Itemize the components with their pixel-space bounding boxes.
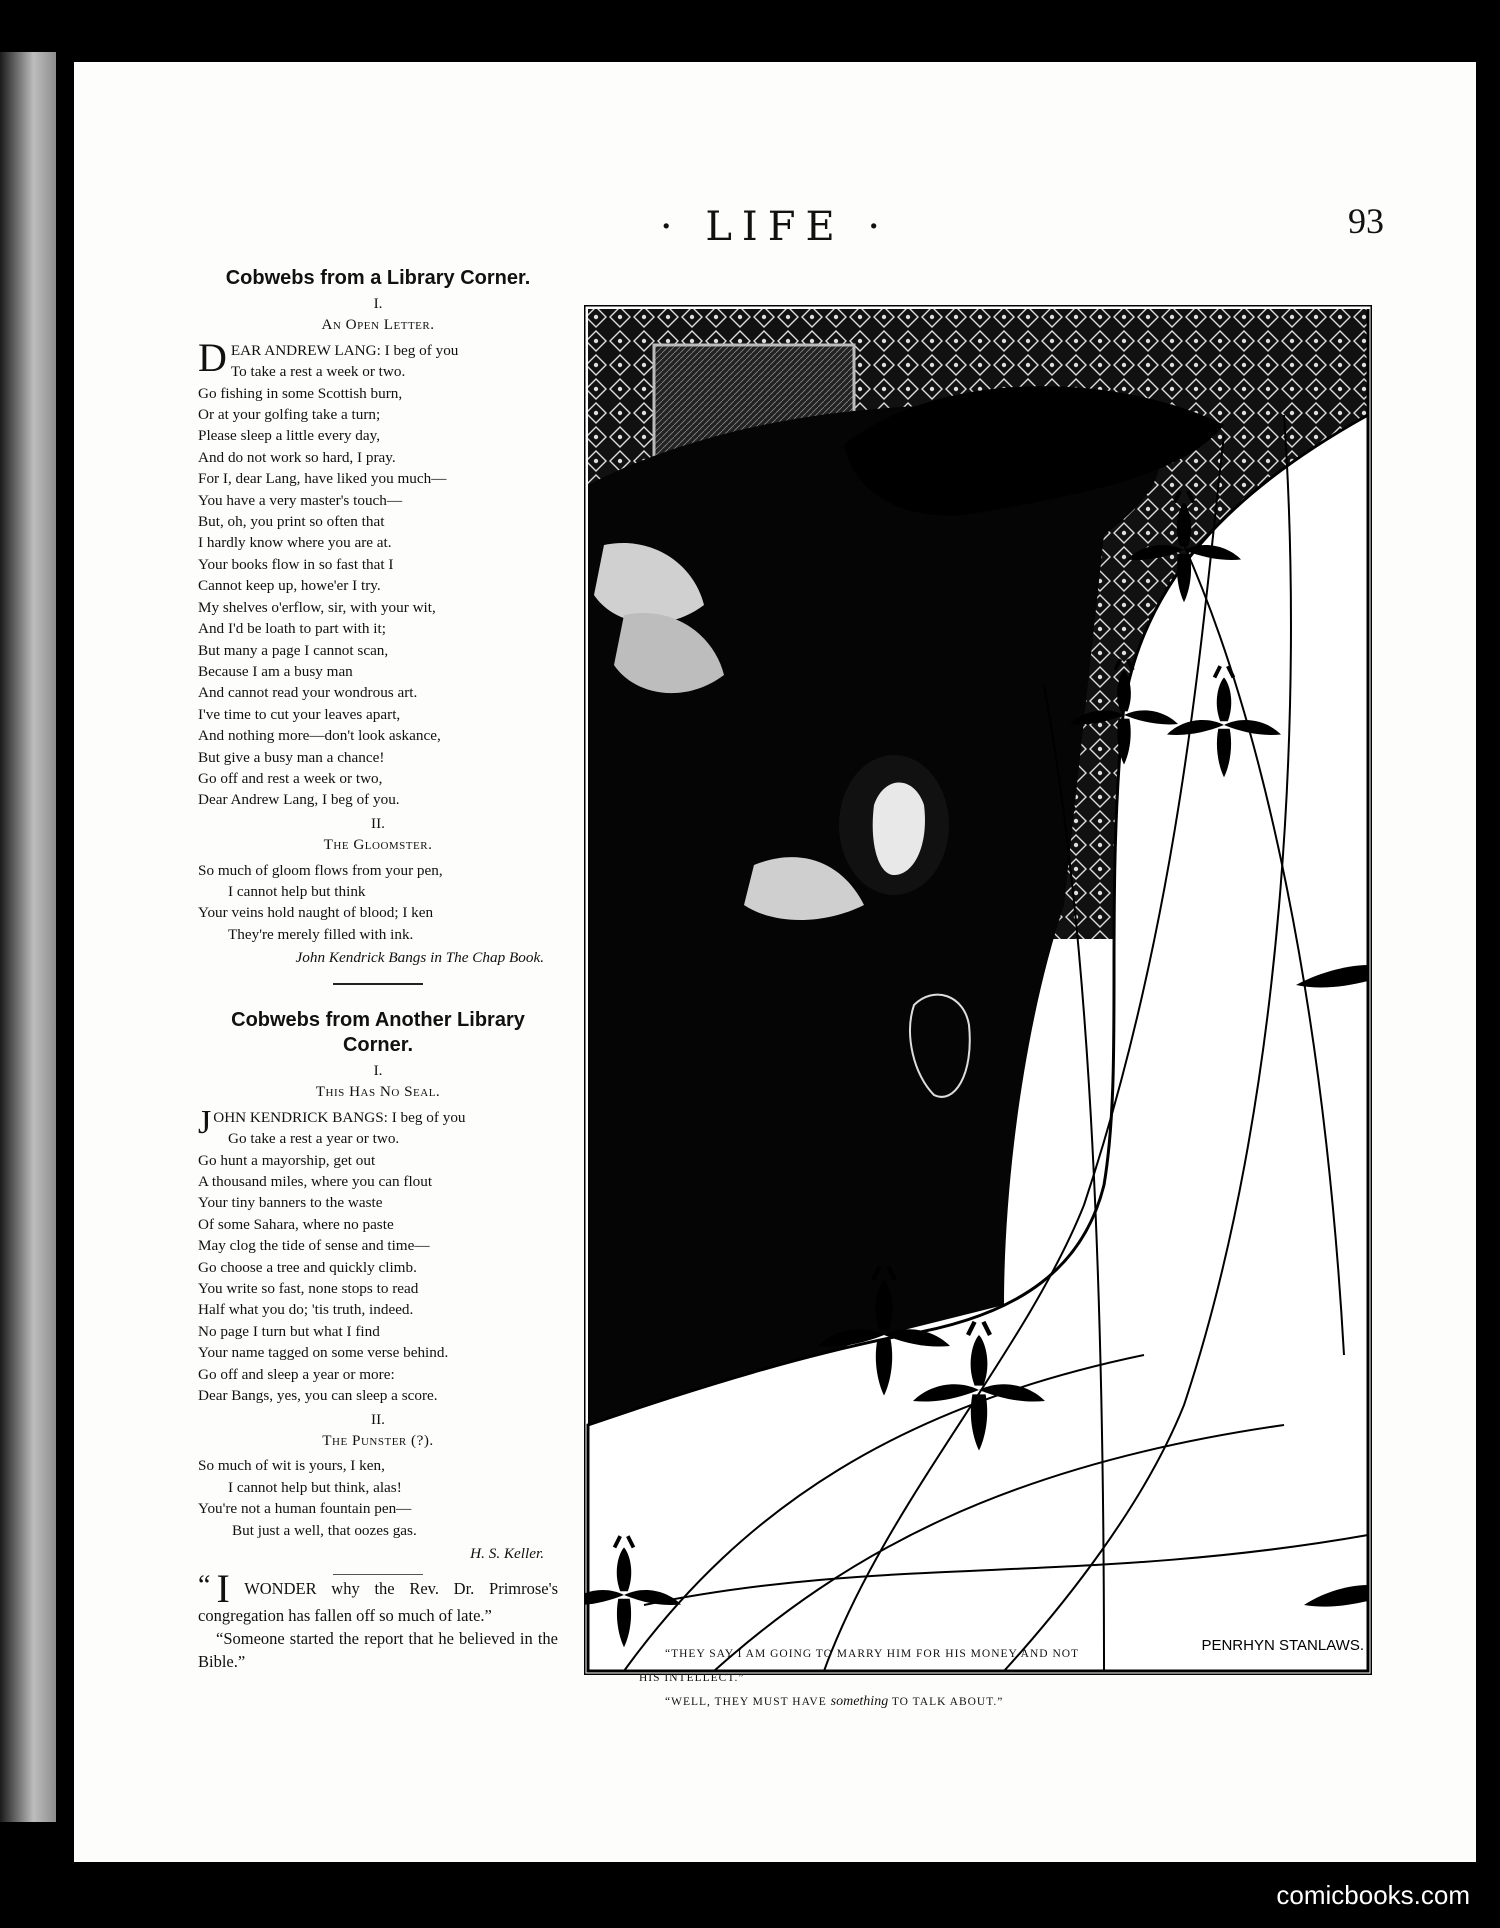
poem-line: And I'd be loath to part with it; — [198, 620, 386, 638]
poem-line: Go off and sleep a year or more: — [198, 1365, 395, 1383]
poem-line: Your veins hold naught of blood; I ken — [198, 904, 434, 922]
poem-title: Cobwebs from a Library Corner. — [225, 267, 531, 289]
joke-paragraph — [198, 1566, 558, 1673]
poem-line: But, oh, you print so often that — [198, 513, 385, 531]
poem-title: Cobwebs from Another Library Corner. — [231, 1009, 525, 1056]
page-number: 93 — [1348, 201, 1384, 241]
poem-line: I cannot help but think — [228, 882, 366, 900]
part-subtitle: This Has No Seal. — [315, 1083, 441, 1101]
poem-line: You write so fast, none stops to read — [198, 1280, 419, 1298]
poem-line: EAR ANDREW LANG: I beg of you — [230, 341, 459, 359]
poem-line: So much of wit is yours, I ken, — [198, 1457, 385, 1475]
magazine-page — [74, 62, 1476, 1862]
part-subtitle: The Punster (?). — [322, 1431, 434, 1449]
caption-line: HIS INTELLECT.” — [639, 1672, 745, 1684]
poem-line: My shelves o'erflow, sir, with your wit, — [198, 598, 436, 616]
poem-stanza — [198, 334, 558, 811]
poem-line: Go take a rest a year or two. — [228, 1130, 400, 1148]
poem-credit: John Kendrick Bangs in The Chap Book. — [295, 949, 544, 967]
poem-line: Cannot keep up, howe'er I try. — [198, 577, 381, 595]
caption-text: “WELL, THEY MUST HAVE — [665, 1696, 831, 1708]
poem-line: I hardly know where you are at. — [198, 534, 392, 552]
poem-line: Go off and rest a week or two, — [198, 769, 383, 787]
poem-library-corner — [198, 266, 558, 995]
poem-line: But many a page I cannot scan, — [198, 641, 389, 659]
poem-line: OHN KENDRICK BANGS: I beg of you — [213, 1108, 466, 1126]
poem-line: Dear Andrew Lang, I beg of you. — [198, 791, 400, 809]
poem-line: For I, dear Lang, have liked you much— — [198, 470, 447, 488]
drop-cap: I — [216, 1566, 230, 1611]
poem-line: Go hunt a mayorship, get out — [198, 1151, 376, 1169]
illustration-signature: PENRHYN STANLAWS. — [1201, 1637, 1364, 1654]
part-numeral: II. — [371, 814, 385, 832]
poem-line: Please sleep a little every day, — [198, 427, 381, 445]
poem-line: Your books flow in so fast that I — [198, 555, 394, 573]
poem-stanza — [198, 860, 558, 946]
poem-line: Half what you do; 'tis truth, indeed. — [198, 1301, 414, 1319]
poem-line: But just a well, that oozes gas. — [232, 1521, 417, 1539]
part-numeral: I. — [373, 1062, 383, 1079]
poem-another-library-corner — [198, 1008, 558, 1583]
open-quote: “ — [198, 1570, 211, 1601]
poem-line: And do not work so hard, I pray. — [198, 448, 396, 466]
part-subtitle: The Gloomster. — [323, 836, 433, 854]
caption-text: TO TALK ABOUT.” — [888, 1696, 1004, 1708]
poem-line: To take a rest a week or two. — [230, 363, 406, 381]
poem-line: No page I turn but what I find — [198, 1322, 380, 1340]
caption-line: “THEY SAY I AM GOING TO MARRY HIM FOR HIS MONEY AND NOT — [665, 1648, 1080, 1660]
poem-credit: H. S. Keller. — [470, 1544, 544, 1562]
illustration-woman-with-orchids — [584, 305, 1372, 1675]
illustration-caption — [639, 1642, 1359, 1714]
poem-line: Or at your golfing take a turn; — [198, 406, 381, 424]
poem-line: Your tiny banners to the waste — [198, 1194, 383, 1212]
joke-reply: “Someone started the report that he believed in the Bible.” — [198, 1629, 558, 1671]
poem-line: And cannot read your wondrous art. — [198, 684, 418, 702]
poem-line: I've time to cut your leaves apart, — [198, 705, 401, 723]
poem-line: May clog the tide of sense and time— — [198, 1237, 430, 1255]
poem-line: But give a busy man a chance! — [198, 748, 385, 766]
poem-line: Because I am a busy man — [198, 662, 353, 680]
part-subtitle: An Open Letter. — [321, 316, 435, 334]
poem-line: A thousand miles, where you can flout — [198, 1173, 433, 1191]
poem-line: You have a very master's touch— — [198, 491, 403, 509]
poem-line: Your name tagged on some verse behind. — [198, 1344, 449, 1362]
caption-emphasis: something — [830, 1694, 889, 1709]
caption-line — [639, 1690, 1359, 1714]
poem-line: Go fishing in some Scottish burn, — [198, 384, 403, 402]
poem-stanza — [198, 1103, 558, 1407]
site-watermark: comicbooks.com — [1276, 1880, 1470, 1910]
joke-line — [198, 1566, 558, 1627]
poem-line: Of some Sahara, where no paste — [198, 1215, 394, 1233]
previous-page-edge — [0, 52, 56, 1822]
poem-line: Dear Bangs, yes, you can sleep a score. — [198, 1387, 438, 1405]
poem-line: I cannot help but think, alas! — [228, 1478, 402, 1496]
poem-line: And nothing more—don't look askance, — [198, 727, 441, 745]
joke-text: WONDER why the Rev. Dr. Primrose's congregation has fallen off so much of late.” — [198, 1579, 558, 1625]
drop-cap: D — [198, 334, 227, 380]
poem-line: So much of gloom flows from your pen, — [198, 861, 443, 879]
poem-line: Go choose a tree and quickly climb. — [198, 1258, 417, 1276]
part-numeral: II. — [371, 1410, 385, 1428]
poem-line: You're not a human fountain pen— — [198, 1500, 412, 1518]
divider — [333, 983, 423, 985]
masthead-title: · LIFE · — [659, 204, 891, 250]
part-numeral: I. — [373, 295, 383, 312]
drop-cap: J — [198, 1103, 212, 1141]
poem-stanza — [198, 1455, 558, 1541]
poem-line: They're merely filled with ink. — [228, 925, 414, 943]
